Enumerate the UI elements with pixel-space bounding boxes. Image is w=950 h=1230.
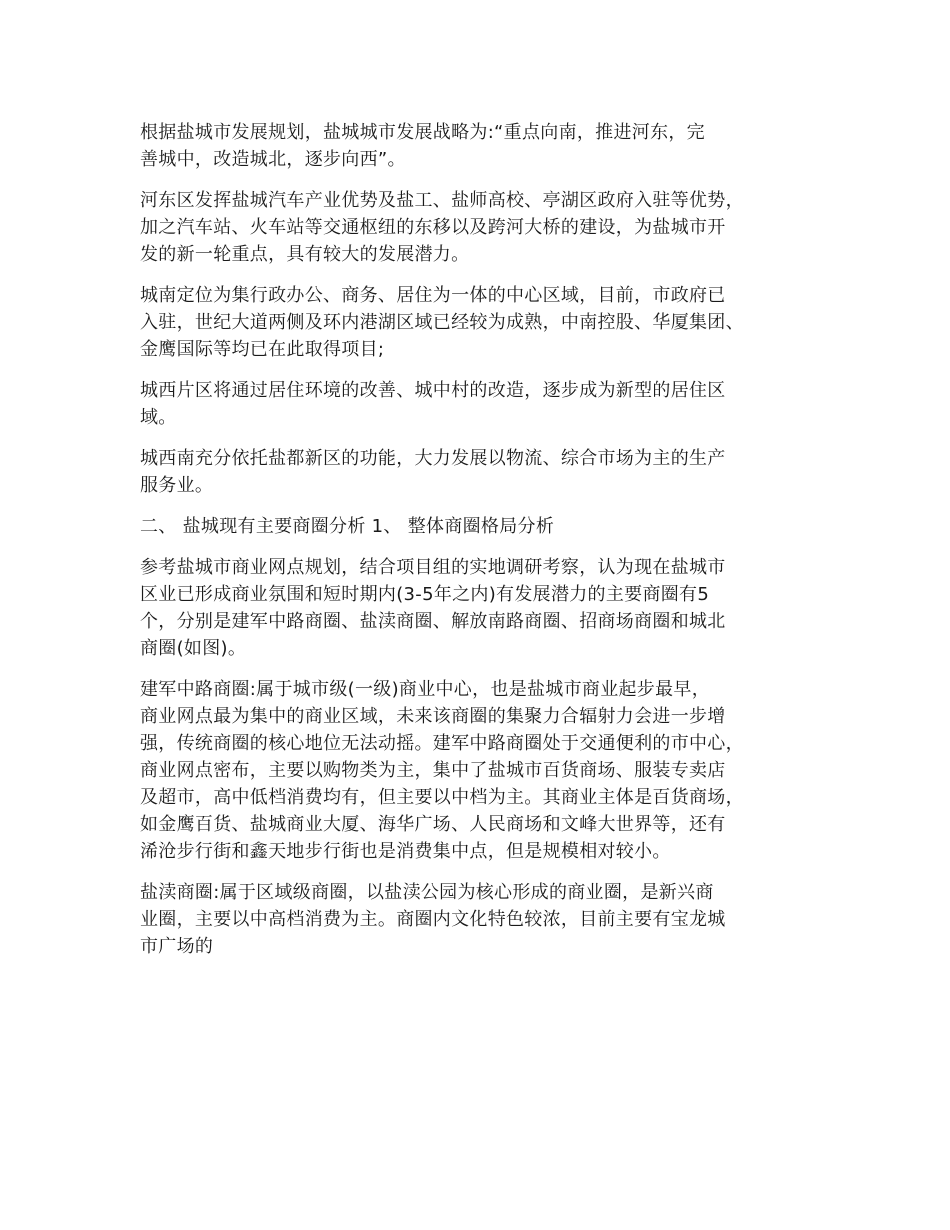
text-line: 市广场的 — [140, 936, 214, 957]
paragraph-hedong — [140, 187, 830, 268]
text-line: 浠沧步行街和鑫天地步行街也是消费集中点，但是规模相对较小。 — [140, 841, 671, 862]
text-line: 发的新一轮重点，具有较大的发展潜力。 — [140, 244, 470, 265]
text-line: 如金鹰百货、盐城商业大厦、海华广场、人民商场和文峰大世界等，还有 — [140, 814, 726, 835]
text-line: 加之汽车站、火车站等交通枢纽的东移以及跨河大桥的建设，为盐城市开 — [140, 217, 726, 238]
text-line: 商业网点最为集中的商业区域，未来该商圈的集聚力合辐射力会进一步增 — [140, 706, 726, 727]
text-line: 城西片区将通过居住环境的改善、城中村的改造，逐步成为新型的居住区 — [140, 380, 726, 401]
text-line: 区业已形成商业氛围和短时期内(3-5年之内)有发展潜力的主要商圈有5 — [140, 584, 710, 605]
section-heading — [140, 513, 830, 540]
text-line: 业圈，主要以中高档消费为主。商圈内文化特色较浓，目前主要有宝龙城 — [140, 909, 726, 930]
paragraph-chengxinan — [140, 445, 830, 499]
text-line: 金鹰国际等均已在此取得项目; — [140, 339, 385, 360]
text-line: 善城中，改造城北，逐步向西”。 — [140, 149, 406, 170]
text-line: 根据盐城市发展规划，盐城城市发展战略为:“重点向南，推进河东，完 — [140, 122, 705, 143]
text-line: 城南定位为集行政办公、商务、居住为一体的中心区域，目前，市政府已 — [140, 285, 726, 306]
document-body — [140, 119, 830, 974]
heading-line: 二、 盐城现有主要商圈分析 1、 整体商圈格局分析 — [140, 516, 555, 537]
paragraph-yandu — [140, 879, 830, 960]
paragraph-strategy — [140, 119, 830, 173]
text-line: 参考盐城市商业网点规划，结合项目组的实地调研考察，认为现在盐城市 — [140, 557, 726, 578]
text-line: 域。 — [140, 407, 177, 428]
paragraph-overview — [140, 554, 830, 662]
text-line: 城西南充分依托盐都新区的功能，大力发展以物流、综合市场为主的生产 — [140, 448, 726, 469]
text-line: 建军中路商圈:属于城市级(一级)商业中心，也是盐城市商业起步最早， — [140, 679, 711, 700]
text-line: 商圈(如图)。 — [140, 638, 247, 659]
paragraph-chengxi — [140, 377, 830, 431]
text-line: 个，分别是建军中路商圈、盐渎商圈、解放南路商圈、招商场商圈和城北 — [140, 611, 726, 632]
paragraph-jianjun — [140, 676, 830, 865]
text-line: 盐渎商圈:属于区域级商圈，以盐渎公园为核心形成的商业圈，是新兴商 — [140, 882, 714, 903]
text-line: 强，传统商圈的核心地位无法动摇。建军中路商圈处于交通便利的市中心， — [140, 733, 744, 754]
text-line: 入驻，世纪大道两侧及环内港湖区域已经较为成熟，中南控股、华厦集团、 — [140, 312, 744, 333]
text-line: 及超市，高中低档消费均有，但主要以中档为主。其商业主体是百货商场， — [140, 787, 744, 808]
text-line: 服务业。 — [140, 475, 214, 496]
text-line: 商业网点密布，主要以购物类为主，集中了盐城市百货商场、服装专卖店 — [140, 760, 726, 781]
paragraph-chengnan — [140, 282, 830, 363]
text-line: 河东区发挥盐城汽车产业优势及盐工、盐师高校、亭湖区政府入驻等优势， — [140, 190, 744, 211]
